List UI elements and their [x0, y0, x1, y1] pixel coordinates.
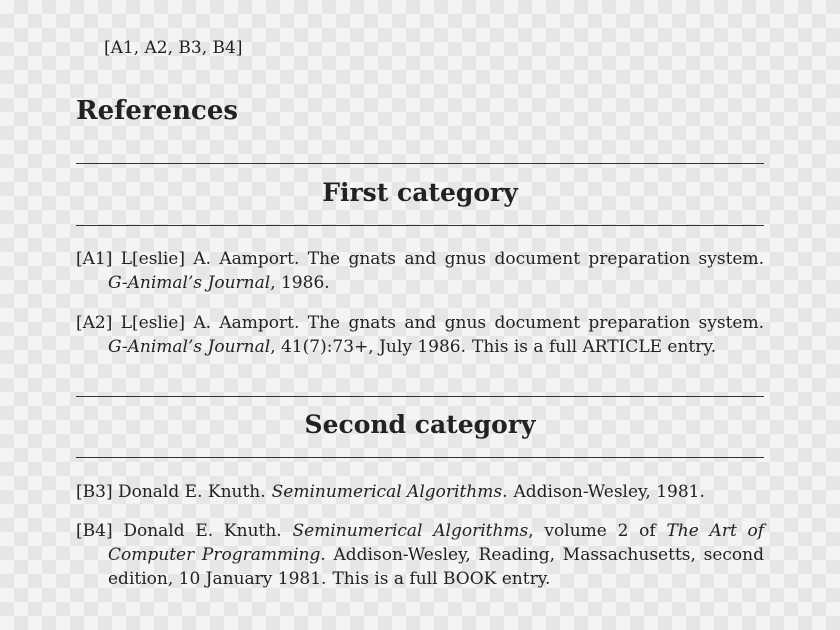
reference-note: This is a full ARTICLE entry. [472, 337, 717, 357]
reference-label: [A2] [76, 313, 113, 333]
reference-book: Seminumerical Algorithms [292, 521, 529, 541]
reference-label: [B3] [76, 482, 113, 502]
reference-title: The gnats and gnus document preparation system. [307, 313, 765, 333]
reference-entry-line [76, 247, 764, 271]
reference-entry-a2 [76, 311, 764, 359]
category-heading-second: Second category [304, 410, 536, 439]
reference-details: , 41(7):73+, July 1986. [270, 337, 466, 357]
reference-publisher: Addison-Wesley, 1981. [513, 482, 705, 502]
category-bottom-rule [76, 225, 764, 226]
reference-entry-line [76, 519, 764, 543]
reference-publisher: edition, 10 January 1981. [108, 569, 327, 589]
reference-series: The Art of [666, 521, 765, 541]
citation-line: [A1, A2, B3, B4] [104, 38, 243, 58]
reference-entry-b4 [76, 519, 764, 591]
category-top-rule [76, 396, 764, 397]
category-bottom-rule [76, 457, 764, 458]
category-heading-first: First category [322, 178, 518, 207]
reference-author: L[eslie] A. Aamport. [120, 249, 300, 269]
reference-details: , 1986. [270, 273, 330, 293]
reference-author: L[eslie] A. Aamport. [120, 313, 300, 333]
reference-entry-continuation [76, 335, 764, 359]
references-heading: References [76, 96, 239, 126]
reference-book: Seminumerical Algorithms [271, 482, 503, 502]
reference-entry-b3 [76, 480, 764, 504]
reference-entry-line [76, 480, 764, 504]
reference-author: Donald E. Knuth. [117, 482, 266, 502]
reference-title: The gnats and gnus document preparation system. [307, 249, 765, 269]
reference-label: [A1] [76, 249, 113, 269]
reference-volume: , volume 2 of [528, 521, 656, 541]
reference-punct: . [320, 545, 326, 565]
reference-publisher: Addison-Wesley, Reading, Massachusetts, second [333, 545, 764, 565]
reference-author: Donald E. Knuth. [123, 521, 282, 541]
reference-entry-line [76, 311, 764, 335]
reference-entry-continuation [76, 271, 764, 295]
reference-note: This is a full BOOK entry. [332, 569, 551, 589]
reference-label: [B4] [76, 521, 113, 541]
category-top-rule [76, 163, 764, 164]
reference-entry-continuation [76, 567, 764, 591]
reference-entry-continuation [76, 543, 764, 567]
reference-entry-a1 [76, 247, 764, 295]
reference-series: Computer Programming [108, 545, 321, 565]
reference-journal: G-Animal’s Journal [108, 337, 271, 357]
reference-journal: G-Animal’s Journal [108, 273, 271, 293]
reference-punct: . [502, 482, 508, 502]
